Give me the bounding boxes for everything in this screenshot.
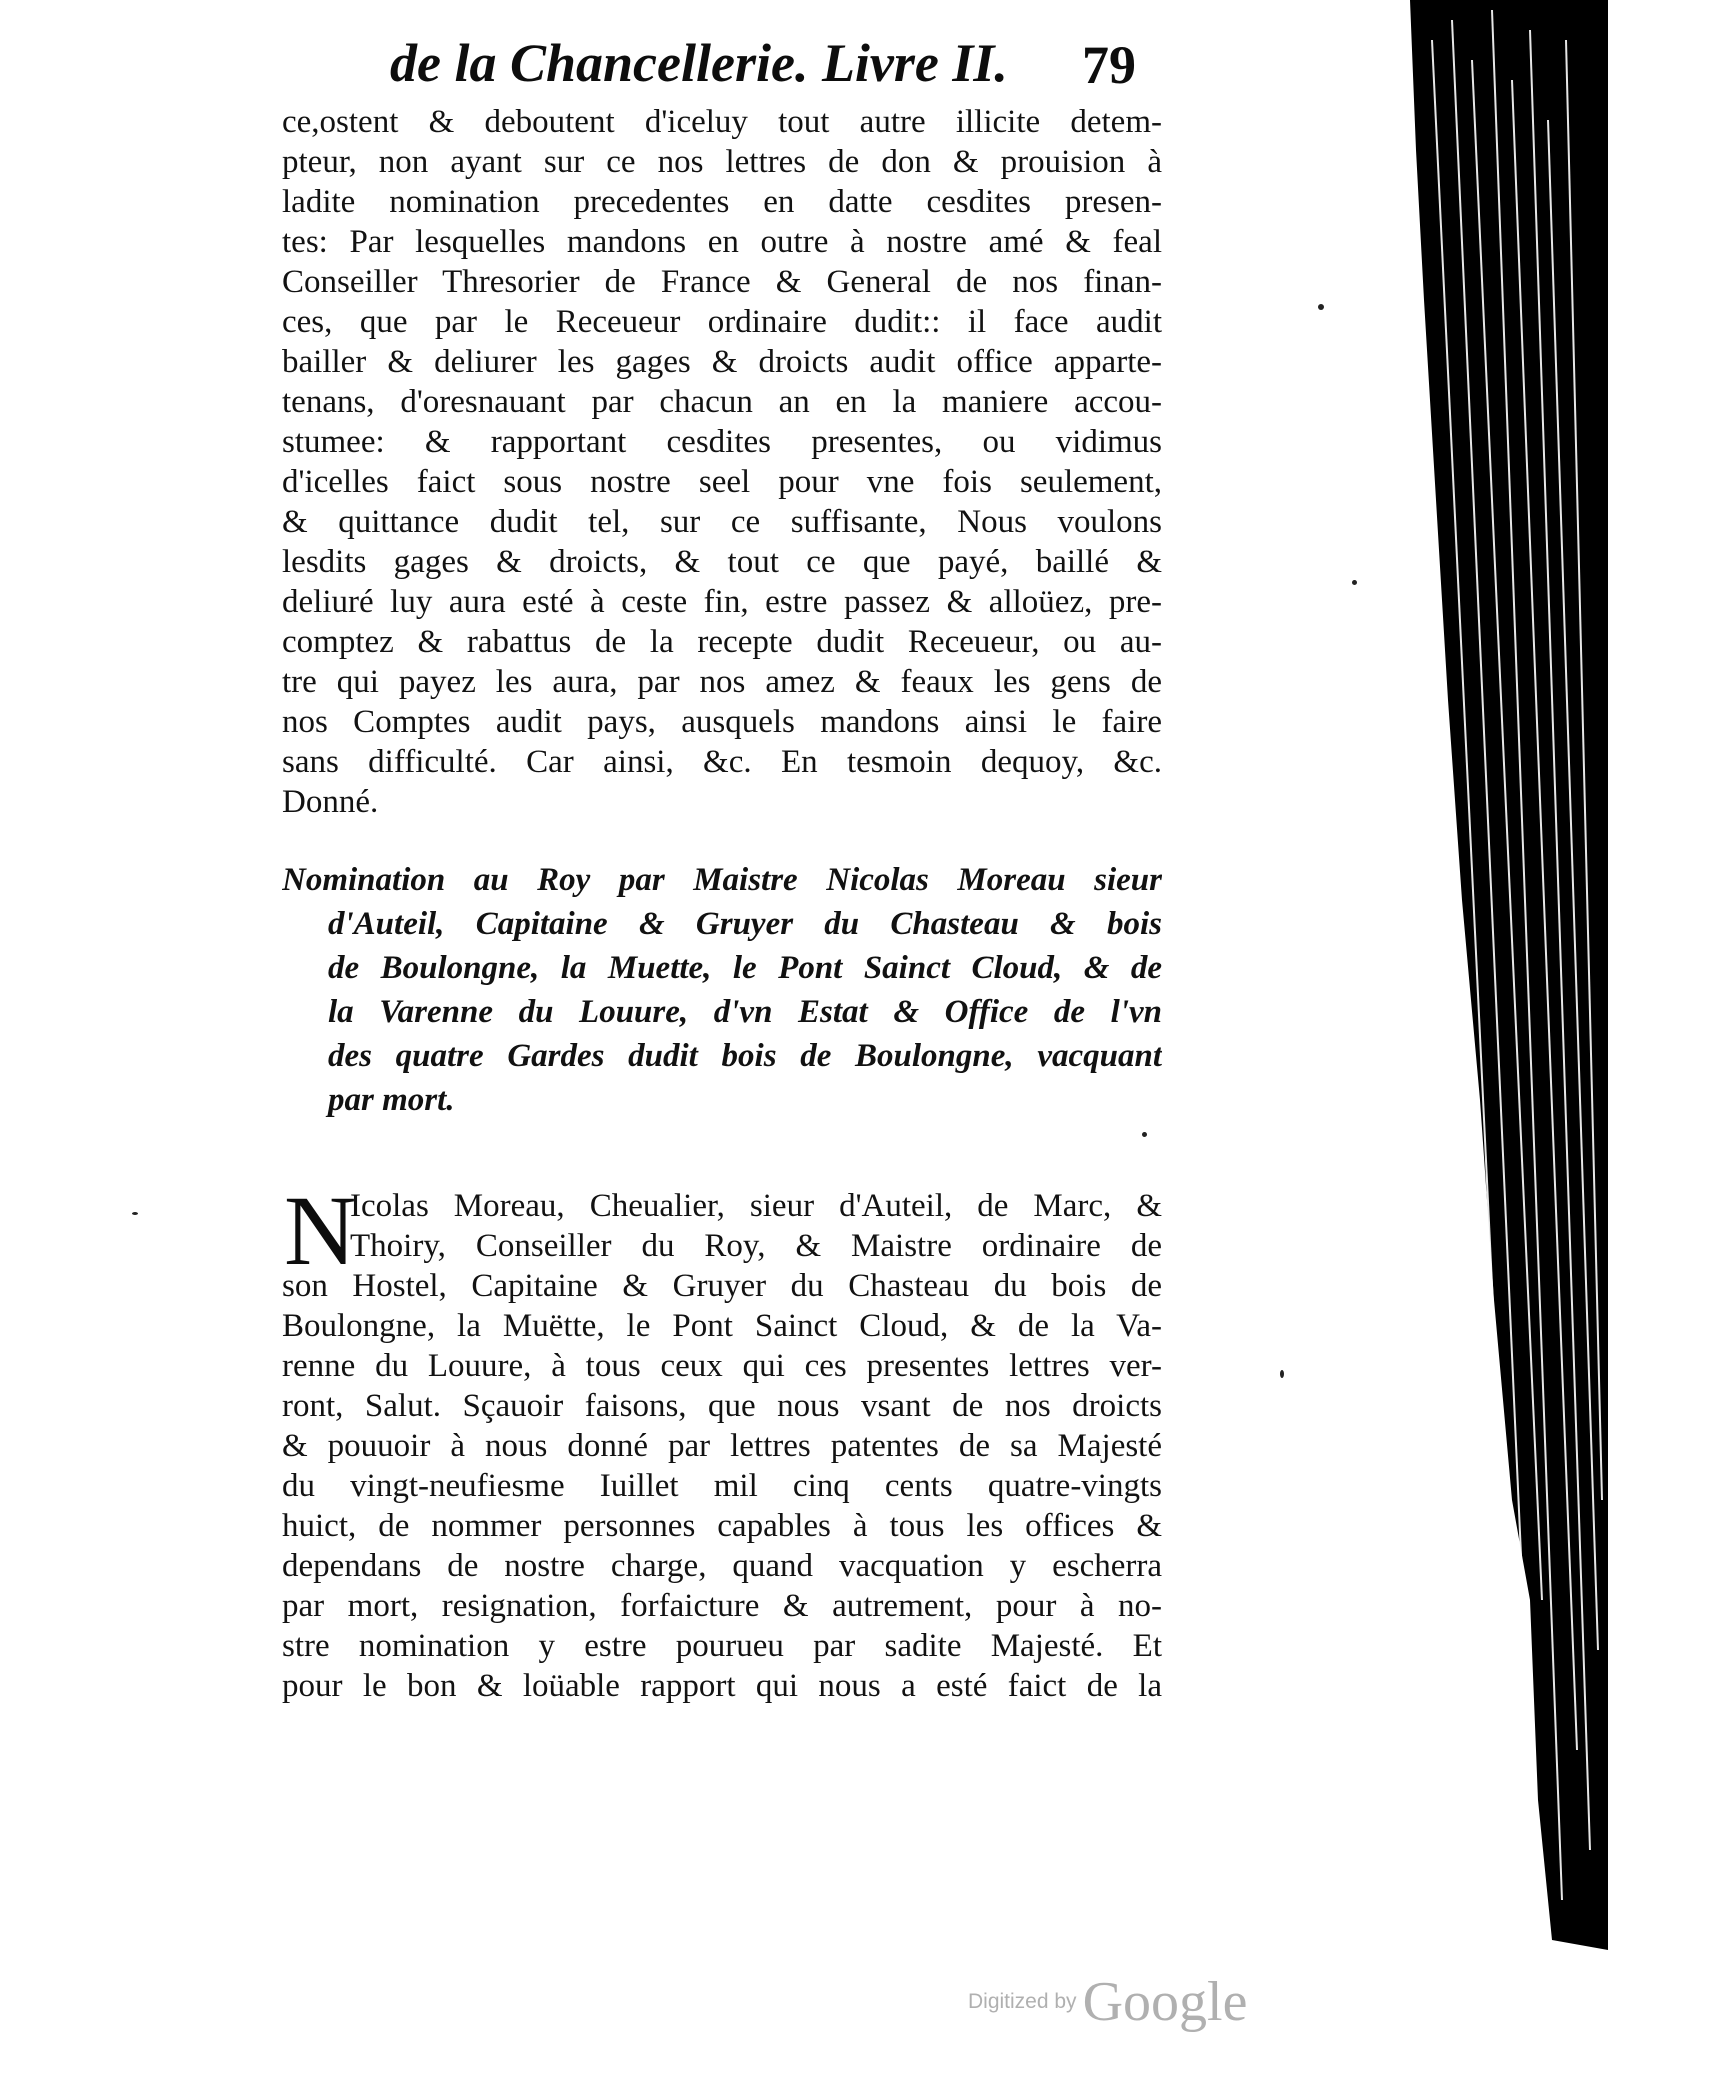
text-line: ces, que par le Receueur ordinaire dudit:: il face audit xyxy=(282,304,1162,340)
text-line: huict, de nommer personnes capables à tous les offices & xyxy=(282,1508,1162,1544)
ink-speck xyxy=(1318,304,1324,310)
text-line: ce,ostent & deboutent d'iceluy tout autre illicite detem- xyxy=(282,104,1162,140)
text-line: du vingt-neufiesme Iuillet mil cinq cents quatre-vingts xyxy=(282,1468,1162,1504)
heading-line: des quatre Gardes dudit bois de Boulongne, vacquant xyxy=(328,1038,1162,1074)
page-fore-edge xyxy=(1362,0,1608,1950)
ink-speck xyxy=(1280,1370,1284,1378)
text-line: d'icelles faict sous nostre seel pour vne fois seulement, xyxy=(282,464,1162,500)
text-line: tre qui payez les aura, par nos amez & feaux les gens de xyxy=(282,664,1162,700)
text-line: & quittance dudit tel, sur ce suffisante, Nous voulons xyxy=(282,504,1162,540)
text-line: tenans, d'oresnauant par chacun an en la maniere accou- xyxy=(282,384,1162,420)
text-line: & pouuoir à nous donné par lettres patentes de sa Majesté xyxy=(282,1428,1162,1464)
ink-speck xyxy=(1142,1132,1147,1137)
text-line: stre nomination y estre pourueu par sadite Majesté. Et xyxy=(282,1628,1162,1664)
ink-speck xyxy=(132,1212,138,1215)
watermark-brand: Google xyxy=(1082,1971,1248,2033)
text-line: pour le bon & loüable rapport qui nous a esté faict de la xyxy=(282,1668,1162,1704)
text-line: Boulongne, la Muëtte, le Pont Sainct Cloud, & de la Va- xyxy=(282,1308,1162,1344)
text-line: Icolas Moreau, Cheualier, sieur d'Auteil, de Marc, & xyxy=(350,1188,1162,1224)
text-line: ront, Salut. Sçauoir faisons, que nous vsant de nos droicts xyxy=(282,1388,1162,1424)
text-line: Conseiller Thresorier de France & General de nos finan- xyxy=(282,264,1162,300)
text-line: renne du Louure, à tous ceux qui ces presentes lettres ver- xyxy=(282,1348,1162,1384)
heading-line: d'Auteil, Capitaine & Gruyer du Chasteau & bois xyxy=(328,906,1162,942)
drop-cap-initial: N xyxy=(284,1175,357,1286)
text-line: tes: Par lesquelles mandons en outre à nostre amé & feal xyxy=(282,224,1162,260)
body-text-bottom xyxy=(282,1175,1162,1706)
section-heading xyxy=(282,858,1162,1122)
text-line: stumee: & rapportant cesdites presentes, ou vidimus xyxy=(282,424,1162,460)
text-line: Thoiry, Conseiller du Roy, & Maistre ordinaire de xyxy=(350,1228,1162,1264)
heading-line: de Boulongne, la Muette, le Pont Sainct Cloud, & de xyxy=(328,950,1162,986)
text-line: deliuré luy aura esté à ceste fin, estre passez & alloüez, pre- xyxy=(282,584,1162,620)
text-line: sans difficulté. Car ainsi, &c. En tesmoin dequoy, &c. xyxy=(282,744,1162,780)
text-line: par mort, resignation, forfaicture & autrement, pour à no- xyxy=(282,1588,1162,1624)
watermark-prefix: Digitized by xyxy=(968,1990,1077,2013)
text-line: son Hostel, Capitaine & Gruyer du Chasteau du bois de xyxy=(282,1268,1162,1304)
text-line: ladite nomination precedentes en datte cesdites presen- xyxy=(282,184,1162,220)
text-line: comptez & rabattus de la recepte dudit Receueur, ou au- xyxy=(282,624,1162,660)
text-line: Donné. xyxy=(282,784,379,820)
page-number: 79 xyxy=(1082,35,1136,95)
text-line: dependans de nostre charge, quand vacquation y escherra xyxy=(282,1548,1162,1584)
digitized-watermark xyxy=(968,1970,1308,2040)
heading-line: Nomination au Roy par Maistre Nicolas Moreau sieur xyxy=(282,862,1162,898)
text-line: lesdits gages & droicts, & tout ce que payé, baillé & xyxy=(282,544,1162,580)
text-line: nos Comptes audit pays, ausquels mandons ainsi le faire xyxy=(282,704,1162,740)
text-line: pteur, non ayant sur ce nos lettres de don & prouision à xyxy=(282,144,1162,180)
heading-line: par mort. xyxy=(328,1082,455,1118)
ink-speck xyxy=(1352,580,1357,585)
heading-line: la Varenne du Louure, d'vn Estat & Office de l'vn xyxy=(328,994,1162,1030)
running-title: de la Chancellerie. Livre II. xyxy=(390,33,1008,93)
body-text-top xyxy=(282,102,1162,822)
text-line: bailler & deliurer les gages & droicts audit office apparte- xyxy=(282,344,1162,380)
